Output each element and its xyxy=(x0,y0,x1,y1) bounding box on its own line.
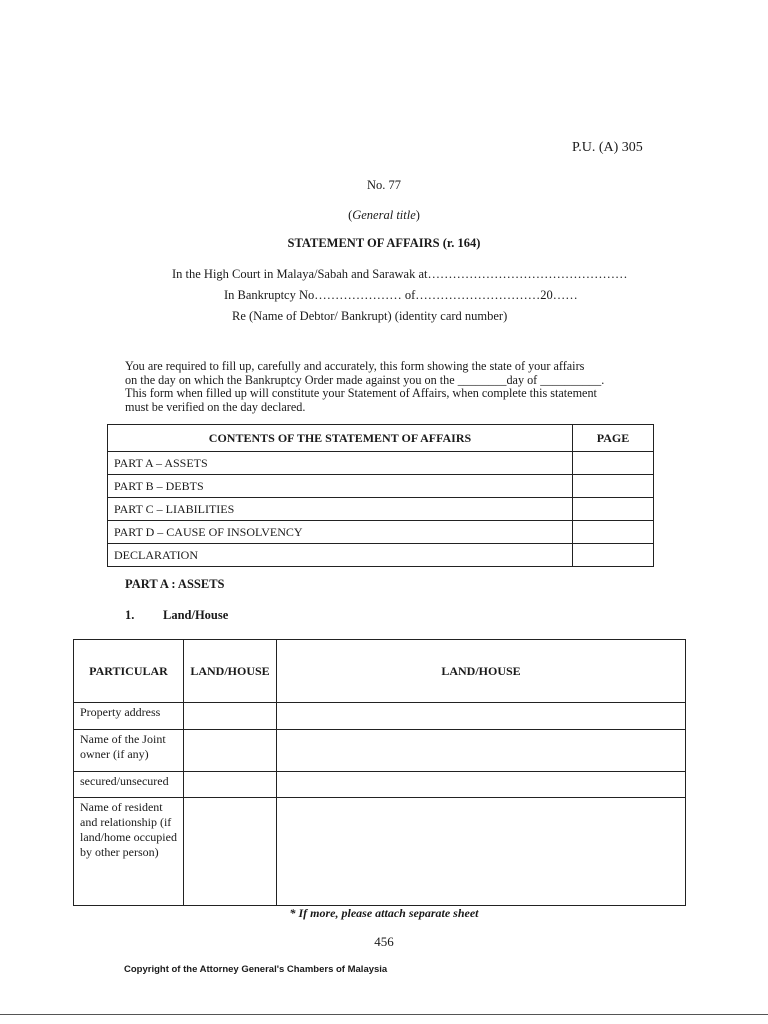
debtor-line: Re (Name of Debtor/ Bankrupt) (identity card number) xyxy=(232,309,508,323)
table-row xyxy=(108,475,654,498)
bankruptcy-number-line: In Bankruptcy No………………… of…………………………20…… xyxy=(224,288,578,302)
contents-item: PART D – CAUSE OF INSOLVENCY xyxy=(108,521,573,544)
document-heading: STATEMENT OF AFFAIRS (r. 164) xyxy=(287,236,481,250)
row-label: secured/unsecured xyxy=(74,772,184,798)
contents-item: PART A – ASSETS xyxy=(108,452,573,475)
land-house-header-2: LAND/HOUSE xyxy=(277,640,686,703)
page-cell xyxy=(573,521,654,544)
bottom-divider xyxy=(0,1014,768,1015)
contents-header: CONTENTS OF THE STATEMENT OF AFFAIRS xyxy=(108,425,573,452)
land-header-row xyxy=(74,640,686,703)
land-house-cell[interactable] xyxy=(184,703,277,730)
land-house-cell[interactable] xyxy=(277,730,686,772)
table-row xyxy=(74,798,686,906)
row-label: Name of the Joint owner (if any) xyxy=(74,730,184,772)
land-house-cell[interactable] xyxy=(277,772,686,798)
land-house-cell[interactable] xyxy=(184,772,277,798)
page-header: PAGE xyxy=(573,425,654,452)
table-row xyxy=(74,730,686,772)
land-house-header-1: LAND/HOUSE xyxy=(184,640,277,703)
contents-item: PART C – LIABILITIES xyxy=(108,498,573,521)
page-cell xyxy=(573,498,654,521)
particular-header: PARTICULAR xyxy=(74,640,184,703)
copyright-notice: Copyright of the Attorney General's Chambers of Malaysia xyxy=(124,964,388,975)
general-title: (General title) xyxy=(348,208,420,222)
page-cell xyxy=(573,475,654,498)
instructions-line-2: on the day on which the Bankruptcy Order made against you on the ________day of __________. xyxy=(125,372,605,387)
general-title-text: General title xyxy=(352,208,416,222)
land-house-cell[interactable] xyxy=(184,798,277,906)
page-cell xyxy=(573,544,654,567)
instructions-paragraph xyxy=(125,360,645,414)
page-number: 456 xyxy=(374,934,394,949)
pu-reference: P.U. (A) 305 xyxy=(572,140,643,155)
instructions-line-1: You are required to fill up, carefully and accurately, this form showing the state of your affairs xyxy=(125,359,585,373)
part-a-title: PART A : ASSETS xyxy=(125,577,225,591)
section-title: Land/House xyxy=(163,608,229,622)
contents-header-row xyxy=(108,425,654,452)
contents-item: DECLARATION xyxy=(108,544,573,567)
section-heading xyxy=(125,608,228,623)
table-row xyxy=(74,772,686,798)
row-label: Property address xyxy=(74,703,184,730)
court-line: In the High Court in Malaya/Sabah and Sarawak at………………………………………… xyxy=(172,267,628,281)
land-house-cell[interactable] xyxy=(277,798,686,906)
form-number: No. 77 xyxy=(366,178,402,192)
land-house-cell[interactable] xyxy=(277,703,686,730)
contents-table xyxy=(107,424,654,567)
table-row xyxy=(108,544,654,567)
table-row xyxy=(74,703,686,730)
attach-sheet-note: * If more, please attach separate sheet xyxy=(289,906,479,920)
contents-item: PART B – DEBTS xyxy=(108,475,573,498)
instructions-line-3: This form when filled up will constitute your Statement of Affairs, when complete this statement xyxy=(125,386,597,401)
land-house-cell[interactable] xyxy=(184,730,277,772)
table-row xyxy=(108,498,654,521)
section-number: 1. xyxy=(125,608,135,622)
land-house-table xyxy=(73,639,686,906)
row-label: Name of resident and relationship (if land/home occupied by other person) xyxy=(74,798,184,906)
table-row xyxy=(108,521,654,544)
table-row xyxy=(108,452,654,475)
page-cell xyxy=(573,452,654,475)
instructions-line-4: must be verified on the day declared. xyxy=(125,399,306,414)
